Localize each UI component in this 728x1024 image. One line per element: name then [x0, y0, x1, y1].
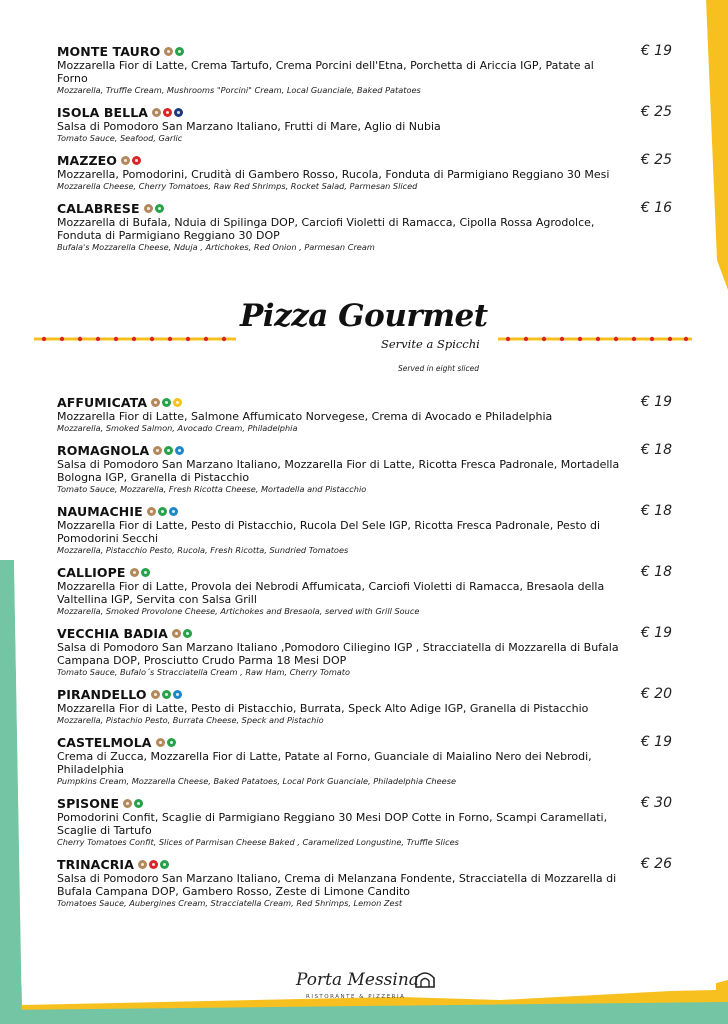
menu-item-price: € 19 [640, 43, 672, 59]
menu-item-description: Salsa di Pomodoro San Marzano Italiano, Frutti di Mare, Aglio di Nubia [57, 120, 441, 133]
menu-item-header [57, 735, 672, 750]
tan-dot-icon [156, 738, 165, 747]
logo-tagline: RISTORANTE & PIZZERIA [306, 994, 406, 1000]
menu-item-description: Mozzarella Fior di Latte, Salmone Affumicato Norvegese, Crema di Avocado e Philadelphia [57, 410, 553, 423]
menu-item-description: Mozzarella Fior di Latte, Provola dei Nebrodi Affumicata, Carciofi Violetti di Ramacca, Bresaola della Valtellina IGP, Servita con Salsa Grill [57, 580, 605, 606]
menu-item-description: Mozzarella Fior di Latte, Pesto di Pistacchio, Burrata, Speck Alto Adige IGP, Granella di Pistacchio [57, 702, 589, 715]
tan-dot-icon [121, 156, 130, 165]
section-title: Pizza Gourmet [240, 298, 488, 334]
allergen-icons [153, 446, 184, 455]
tan-dot-icon [123, 799, 132, 808]
tan-dot-icon [151, 690, 160, 699]
allergen-icons [130, 568, 150, 577]
red-dot-icon [163, 108, 172, 117]
top-menu-section [57, 44, 672, 262]
green-dot-icon [160, 860, 169, 869]
allergen-icons [151, 690, 182, 699]
allergen-icons [151, 398, 182, 407]
menu-item-translation: Tomato Sauce, Mozzarella, Fresh Ricotta Cheese, Mortadella and Pistacchio [57, 484, 367, 494]
menu-item-header [57, 504, 672, 519]
menu-item-translation: Mozzarella, Pistachio Pesto, Burrata Cheese, Speck and Pistachio [57, 715, 324, 725]
allergen-icons [152, 108, 183, 117]
menu-item-price: € 16 [640, 200, 672, 216]
menu-item [57, 44, 672, 96]
menu-item [57, 857, 672, 909]
menu-item [57, 395, 672, 434]
allergen-icons [123, 799, 143, 808]
menu-item-translation: Tomato Sauce, Bufalo´s Stracciatella Cream , Raw Ham, Cherry Tomato [57, 667, 351, 677]
menu-item-name: AFFUMICATA [57, 395, 148, 410]
menu-item-name: CALLIOPE [57, 565, 126, 580]
navy-dot-icon [174, 108, 183, 117]
tan-dot-icon [153, 446, 162, 455]
menu-item-description: Mozzarella di Bufala, Nduia di Spilinga DOP, Carciofi Violetti di Ramacca, Cipolla Rossa Agrodolce, Fonduta di Parmigiano Reggiano 30 DOP [57, 216, 595, 242]
red-dot-icon [149, 860, 158, 869]
blue-dot-icon [169, 507, 178, 516]
menu-item-header [57, 153, 672, 168]
green-dot-icon [134, 799, 143, 808]
menu-item-translation: Pumpkins Cream, Mozzarella Cheese, Baked Patatoes, Local Pork Guanciale, Philadelphia Cheese [57, 776, 457, 786]
menu-item [57, 796, 672, 848]
allergen-icons [121, 156, 141, 165]
tan-dot-icon [144, 204, 153, 213]
menu-item-description: Pomodorini Confit, Scaglie di Parmigiano Reggiano 30 Mesi DOP Cotte in Forno, Scampi Caramellati, Scaglie di Tartufo [57, 811, 608, 837]
menu-item [57, 565, 672, 617]
menu-item-price: € 20 [640, 686, 672, 702]
green-dot-icon [175, 47, 184, 56]
green-dot-icon [155, 204, 164, 213]
menu-item-name: CASTELMOLA [57, 735, 152, 750]
menu-item-name: ISOLA BELLA [57, 105, 149, 120]
menu-item-description: Mozzarella, Pomodorini, Crudità di Gambero Rosso, Rucola, Fonduta di Parmigiano Reggiano 30 Mesi [57, 168, 610, 181]
menu-item [57, 626, 672, 678]
menu-item [57, 105, 672, 144]
menu-item-price: € 18 [640, 442, 672, 458]
menu-item [57, 735, 672, 787]
allergen-icons [138, 860, 169, 869]
menu-item-header [57, 105, 672, 120]
menu-item-translation: Mozzarella, Truffle Cream, Mushrooms "Porcini" Cream, Local Guanciale, Baked Patatoes [57, 85, 421, 95]
menu-item-name: MAZZEO [57, 153, 118, 168]
menu-item-price: € 18 [640, 564, 672, 580]
menu-item-description: Salsa di Pomodoro San Marzano Italiano ,Pomodoro Ciliegino IGP , Stracciatella di Mozzarella di Bufala Campana DOP, Prosciutto Crudo Parma 18 Mesi DOP [57, 641, 619, 667]
menu-item-description: Mozzarella Fior di Latte, Pesto di Pistacchio, Rucola Del Sele IGP, Ricotta Fresca Padronale, Pesto di Pomodorini Secchi [57, 519, 601, 545]
green-dot-icon [183, 629, 192, 638]
menu-item-price: € 19 [640, 394, 672, 410]
menu-item-translation: Mozzarella Cheese, Cherry Tomatoes, Raw Red Shrimps, Rocket Salad, Parmesan Sliced [57, 181, 418, 191]
green-dot-icon [162, 398, 171, 407]
menu-item-description: Crema di Zucca, Mozzarella Fior di Latte, Patate al Forno, Guanciale di Maialino Nero dei Nebrodi, Philadelphia [57, 750, 592, 776]
menu-item [57, 153, 672, 192]
green-dot-icon [158, 507, 167, 516]
menu-item-price: € 30 [640, 795, 672, 811]
menu-item-header [57, 687, 672, 702]
green-dot-icon [162, 690, 171, 699]
menu-item-name: MONTE TAURO [57, 44, 161, 59]
red-dot-icon [132, 156, 141, 165]
menu-item-name: ROMAGNOLA [57, 443, 150, 458]
menu-item-name: CALABRESE [57, 201, 140, 216]
menu-item-price: € 18 [640, 503, 672, 519]
menu-item-translation: Tomato Sauce, Seafood, Garlic [57, 133, 183, 143]
menu-item-header [57, 201, 672, 216]
menu-item-price: € 25 [640, 104, 672, 120]
menu-item-translation: Mozzarella, Pistacchio Pesto, Rucola, Fresh Ricotta, Sundried Tomatoes [57, 545, 349, 555]
menu-item-translation: Bufala's Mozzarella Cheese, Nduja , Artichokes, Red Onion , Parmesan Cream [57, 242, 375, 252]
section-subtitle: Servite a Spicchi [381, 337, 480, 351]
menu-item-price: € 26 [640, 856, 672, 872]
menu-item-header [57, 565, 672, 580]
allergen-icons [172, 629, 192, 638]
menu-item-translation: Tomatoes Sauce, Aubergines Cream, Stracciatella Cream, Red Shrimps, Lemon Zest [57, 898, 403, 908]
menu-item-description: Salsa di Pomodoro San Marzano Italiano, Crema di Melanzana Fondente, Stracciatella di Mozzarella di Bufala Campana DOP, Gambero Rosso, Zeste di Limone Candito [57, 872, 617, 898]
menu-item-description: Mozzarella Fior di Latte, Crema Tartufo, Crema Porcini dell'Etna, Porchetta di Ariccia IGP, Patate al Forno [57, 59, 594, 85]
green-dot-icon [141, 568, 150, 577]
menu-item-translation: Mozzarella, Smoked Salmon, Avocado Cream, Philadelphia [57, 423, 298, 433]
menu-item-description: Salsa di Pomodoro San Marzano Italiano, Mozzarella Fior di Latte, Ricotta Fresca Padronale, Mortadella Bologna IGP, Granella di Pistacchio [57, 458, 620, 484]
tan-dot-icon [138, 860, 147, 869]
menu-item [57, 443, 672, 495]
menu-item-header [57, 626, 672, 641]
green-dot-icon [164, 446, 173, 455]
menu-item-name: VECCHIA BADIA [57, 626, 168, 641]
allergen-icons [147, 507, 178, 516]
logo-name: Porta Messina [296, 970, 419, 990]
menu-item-name: SPISONE [57, 796, 120, 811]
restaurant-logo [296, 966, 446, 1006]
blue-dot-icon [173, 690, 182, 699]
menu-item [57, 687, 672, 726]
served-note: Served in eight sliced [398, 364, 479, 373]
yellow-dot-icon [173, 398, 182, 407]
allergen-icons [156, 738, 176, 747]
menu-item-price: € 25 [640, 152, 672, 168]
tan-dot-icon [147, 507, 156, 516]
tan-dot-icon [151, 398, 160, 407]
menu-item-header [57, 857, 672, 872]
tan-dot-icon [172, 629, 181, 638]
menu-item [57, 201, 672, 253]
oven-icon [414, 968, 436, 988]
menu-item [57, 504, 672, 556]
menu-item-header [57, 395, 672, 410]
menu-item-header [57, 443, 672, 458]
menu-item-translation: Mozzarella, Smoked Provolone Cheese, Artichokes and Bresaola, served with Grill Souce [57, 606, 420, 616]
tan-dot-icon [130, 568, 139, 577]
green-dot-icon [167, 738, 176, 747]
menu-item-price: € 19 [640, 734, 672, 750]
menu-item-header [57, 796, 672, 811]
menu-item-translation: Cherry Tomatoes Confit, Slices of Parmisan Cheese Baked , Caramelized Longustine, Truffle Slices [57, 837, 459, 847]
menu-item-header [57, 44, 672, 59]
menu-item-price: € 19 [640, 625, 672, 641]
tan-dot-icon [152, 108, 161, 117]
menu-item-name: NAUMACHIE [57, 504, 143, 519]
menu-item-name: TRINACRIA [57, 857, 134, 872]
allergen-icons [144, 204, 164, 213]
menu-item-name: PIRANDELLO [57, 687, 147, 702]
blue-dot-icon [175, 446, 184, 455]
allergen-icons [164, 47, 184, 56]
gourmet-menu-section [57, 395, 672, 918]
tan-dot-icon [164, 47, 173, 56]
